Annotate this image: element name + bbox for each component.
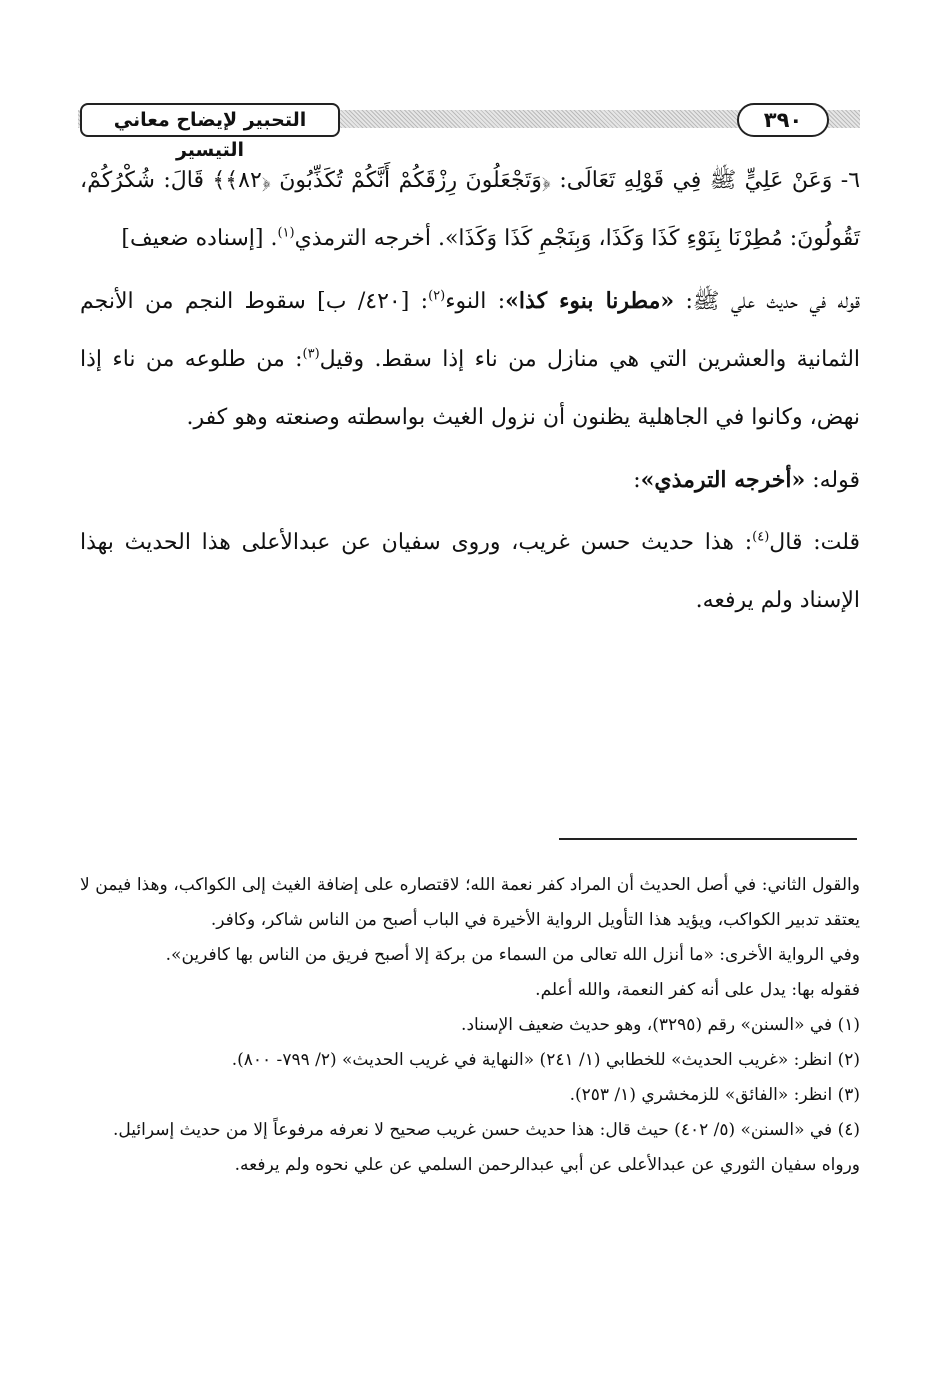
para3-lead: قلت: قال bbox=[769, 530, 861, 555]
footnote-ref-4[interactable]: (٤) bbox=[752, 529, 770, 545]
footnote-ref-1[interactable]: (١) bbox=[277, 225, 295, 241]
para2-lead: قوله: bbox=[805, 468, 860, 493]
footnote-1: (١) في «السنن» رقم (٣٢٩٥)، وهو حديث ضعيف الإسناد. bbox=[461, 1015, 860, 1035]
commentary-paragraph-3 bbox=[80, 514, 860, 630]
footnote-3: (٣) انظر: «الفائق» للزمخشري (١/ ٢٥٣). bbox=[569, 1085, 860, 1105]
hadith-text: شُكْرُكُمْ، تَقُولُونَ: مُطِرْنَا بِنَوْءِ كَذَا وَكَذَا، وَبِنَجْمِ كَذَا وَكَذَا». أخرجه الترمذي bbox=[80, 168, 860, 251]
running-title: التحبير لإيضاح معاني التيسير bbox=[80, 103, 340, 137]
footnote-ref-2[interactable]: (٢) bbox=[428, 288, 446, 304]
footnote-ref-3[interactable]: (٣) bbox=[302, 346, 320, 362]
footnote-continuation-2: وفي الرواية الأخرى: «ما أنزل الله تعالى من السماء من بركة إلا أصبح فريق من الناس بها كافرين». bbox=[165, 945, 860, 965]
page-number: ٣٩٠ bbox=[737, 103, 829, 137]
para1-rest: : [٤٢٠/ ب] سقوط النجم من الأنجم الثمانية والعشرين التي هي منازل من ناء إذا سقط. وقيل bbox=[80, 289, 861, 372]
footnote-divider bbox=[559, 838, 857, 840]
hadith-grade: . [إسناده ضعيف] bbox=[121, 226, 278, 251]
para1-quote: «مطرنا بنوء كذا» bbox=[505, 288, 675, 314]
para1-end: : من طلوعه من ناء إذا نهض، وكانوا في الجاهلية يظنون أن نزول الغيث بواسطته وصنعته وهو كفر. bbox=[80, 347, 860, 430]
para1-lead: قوله في حديث علي ﷺ: bbox=[674, 289, 860, 314]
footnotes bbox=[80, 868, 860, 1183]
footnote-continuation-1: والقول الثاني: في أصل الحديث أن المراد كفر نعمة الله؛ لاقتصاره على إضافة الغيث إلى الكواكب، وهذا فيمن لا يعتقد تدبير الكواكب، ويؤيد هذا التأويل الرواية الأخيرة في الباب أصبح من الناس شاكر، وكافر. bbox=[80, 875, 860, 930]
commentary-paragraph-2 bbox=[80, 451, 860, 510]
main-text bbox=[80, 152, 860, 630]
footnote-continuation-3: فقوله بها: يدل على أنه كفر النعمة، والله أعلم. bbox=[535, 980, 860, 1000]
para3-end: : هذا حديث حسن غريب، وروى سفيان عن عبدالأعلى هذا الحديث بهذا الإسناد ولم يرفعه. bbox=[80, 530, 860, 613]
para1-mid: : النوء bbox=[445, 289, 506, 314]
hadith-intro: ٦- وَعَنْ عَلِيٍّ ﷺ فِي قَوْلِهِ تَعَالَى: ﴿وَتَجْعَلُونَ رِزْقَكُمْ أَنَّكُمْ تُكَذِّبُونَ ﴿٨٢﴾﴾ قَالَ: bbox=[163, 168, 861, 193]
para2-end: : bbox=[633, 468, 641, 493]
footnote-4: (٤) في «السنن» (٥/ ٤٠٢) حيث قال: هذا حديث حسن غريب صحيح لا نعرفه مرفوعاً إلا من حديث إسرائيل. bbox=[113, 1120, 860, 1140]
commentary-paragraph-1 bbox=[80, 272, 860, 447]
footnote-2: (٢) انظر: «غريب الحديث» للخطابي (١/ ٢٤١) «النهاية في غريب الحديث» (٢/ ٧٩٩- ٨٠٠). bbox=[231, 1050, 860, 1070]
footnote-4-continued: ورواه سفيان الثوري عن عبدالأعلى عن أبي عبدالرحمن السلمي عن علي نحوه ولم يرفعه. bbox=[234, 1155, 860, 1175]
para2-quote: «أخرجه الترمذي» bbox=[640, 467, 806, 493]
hadith-paragraph bbox=[80, 152, 860, 268]
